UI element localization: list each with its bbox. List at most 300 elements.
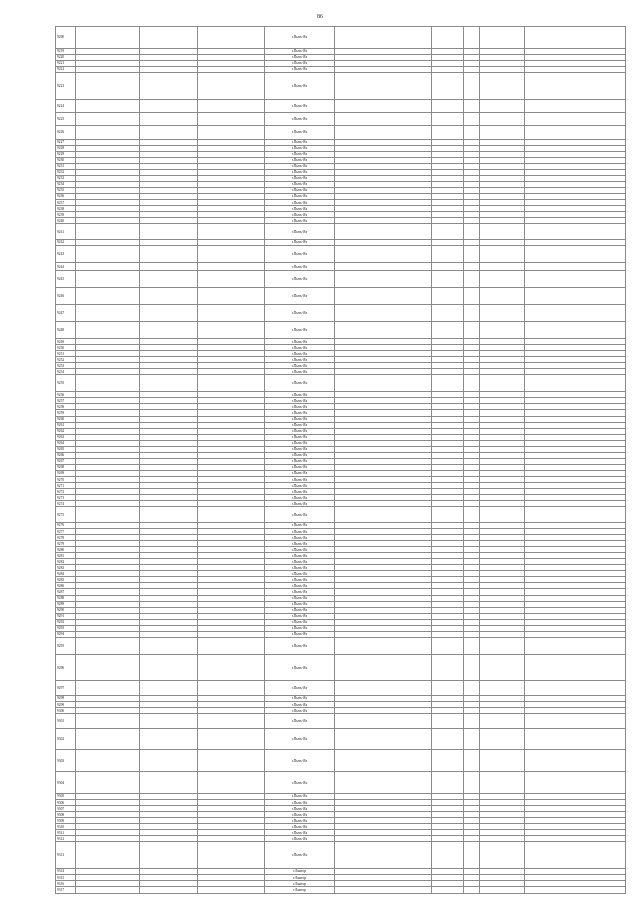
value-4-cell xyxy=(525,654,626,681)
cadastral-number-2-cell xyxy=(140,112,198,125)
value-1-cell xyxy=(432,842,464,869)
cadastral-number-3-cell xyxy=(198,750,265,772)
value-1-cell xyxy=(432,288,464,305)
locality-cell: г.Пыть-Ях xyxy=(265,363,335,369)
locality-cell: г.Пыть-Ях xyxy=(265,193,335,199)
locality-cell: г.Пыть-Ях xyxy=(265,772,335,794)
row-number-cell: 9272 xyxy=(56,489,76,495)
cadastral-number-1-cell xyxy=(76,271,140,288)
cadastral-number-2-cell xyxy=(140,681,198,696)
locality-cell: г.Пыть-Ях xyxy=(265,501,335,507)
row-number-cell: 9219 xyxy=(56,48,76,54)
locality-cell: г.Пыть-Ях xyxy=(265,529,335,535)
locality-cell: г.Пыть-Ях xyxy=(265,322,335,339)
value-3-cell xyxy=(480,224,525,240)
locality-cell: г.Пыть-Ях xyxy=(265,339,335,345)
value-1-cell xyxy=(432,507,464,523)
locality-cell: г.Пыть-Ях xyxy=(265,806,335,812)
value-1-cell xyxy=(432,750,464,772)
cadastral-number-2-cell xyxy=(140,271,198,288)
row-number-cell: 9232 xyxy=(56,169,76,175)
object-name-cell xyxy=(335,262,432,270)
cadastral-number-2-cell xyxy=(140,322,198,339)
locality-cell: г.Пыть-Ях xyxy=(265,434,335,440)
object-name-cell xyxy=(335,305,432,322)
value-1-cell xyxy=(432,728,464,750)
row-number-cell: 9225 xyxy=(56,112,76,125)
row-number-cell: 9254 xyxy=(56,369,76,375)
locality-cell: г.Пыть-Ях xyxy=(265,428,335,434)
locality-cell: г.Пыть-Ях xyxy=(265,452,335,458)
locality-cell: г.Пыть-Ях xyxy=(265,305,335,322)
locality-cell: г.Пыть-Ях xyxy=(265,535,335,541)
row-number-cell: 9259 xyxy=(56,410,76,416)
cadastral-number-3-cell xyxy=(198,887,265,894)
locality-cell: г.Пыть-Ях xyxy=(265,522,335,528)
value-3-cell xyxy=(480,99,525,112)
row-number-cell: 9228 xyxy=(56,145,76,151)
cadastral-number-1-cell xyxy=(76,112,140,125)
value-3-cell xyxy=(480,271,525,288)
table-row xyxy=(56,714,626,729)
row-number-cell: 9250 xyxy=(56,345,76,351)
row-number-cell: 9230 xyxy=(56,157,76,163)
value-1-cell xyxy=(432,72,464,99)
row-number-cell: 9227 xyxy=(56,139,76,145)
object-name-cell xyxy=(335,72,432,99)
locality-cell: г.Пыть-Ях xyxy=(265,836,335,842)
locality-cell: г.Пыть-Ях xyxy=(265,375,335,392)
table-row xyxy=(56,112,626,125)
locality-cell: г.Пыть-Ях xyxy=(265,637,335,654)
row-number-cell: 9291 xyxy=(56,613,76,619)
value-4-cell xyxy=(525,262,626,270)
table-row xyxy=(56,728,626,750)
cadastral-number-1-cell xyxy=(76,262,140,270)
value-3-cell xyxy=(480,27,525,49)
locality-cell: г.Пыть-Ях xyxy=(265,812,335,818)
row-number-cell: 9253 xyxy=(56,363,76,369)
value-3-cell xyxy=(480,245,525,262)
locality-cell: г.Пыть-Ях xyxy=(265,464,335,470)
cadastral-number-2-cell xyxy=(140,126,198,139)
locality-cell: г.Пыть-Ях xyxy=(265,470,335,476)
value-1-cell xyxy=(432,245,464,262)
locality-cell: г.Пыть-Ях xyxy=(265,200,335,206)
locality-cell: г.Пыть-Ях xyxy=(265,446,335,452)
row-number-cell: 9283 xyxy=(56,565,76,571)
object-name-cell xyxy=(335,375,432,392)
object-name-cell xyxy=(335,99,432,112)
row-number-cell: 9290 xyxy=(56,27,76,49)
locality-cell: г.Пыть-Ях xyxy=(265,728,335,750)
locality-cell: г.Пыть-Ях xyxy=(265,416,335,422)
value-2-cell xyxy=(464,288,480,305)
row-number-cell: 9258 xyxy=(56,404,76,410)
locality-cell: г.Пыть-Ях xyxy=(265,577,335,583)
row-number-cell: 9304 xyxy=(56,772,76,794)
locality-cell: г.Пыть-Ях xyxy=(265,793,335,799)
row-number-cell: 9242 xyxy=(56,239,76,245)
row-number-cell: 9238 xyxy=(56,206,76,212)
value-4-cell xyxy=(525,375,626,392)
row-number-cell: 9262 xyxy=(56,428,76,434)
object-name-cell xyxy=(335,224,432,240)
value-1-cell xyxy=(432,27,464,49)
locality-cell: г.Пыть-Ях xyxy=(265,559,335,565)
cadastral-number-1-cell xyxy=(76,728,140,750)
cadastral-number-3-cell xyxy=(198,271,265,288)
locality-cell: г.Лянтор xyxy=(265,874,335,880)
value-1-cell xyxy=(432,637,464,654)
table-row xyxy=(56,305,626,322)
value-2-cell xyxy=(464,654,480,681)
locality-cell: г.Пыть-Ях xyxy=(265,565,335,571)
locality-cell: г.Пыть-Ях xyxy=(265,245,335,262)
object-name-cell xyxy=(335,637,432,654)
row-number-cell: 9300 xyxy=(56,708,76,714)
cadastral-number-3-cell xyxy=(198,654,265,681)
value-4-cell xyxy=(525,27,626,49)
register-table xyxy=(55,26,626,894)
cadastral-number-1-cell xyxy=(76,288,140,305)
value-3-cell xyxy=(480,375,525,392)
row-number-cell: 9224 xyxy=(56,99,76,112)
table-row xyxy=(56,126,626,139)
cadastral-number-3-cell xyxy=(198,681,265,696)
cadastral-number-3-cell xyxy=(198,842,265,869)
row-number-cell: 9297 xyxy=(56,681,76,696)
object-name-cell xyxy=(335,271,432,288)
value-2-cell xyxy=(464,271,480,288)
table-row xyxy=(56,288,626,305)
value-4-cell xyxy=(525,112,626,125)
value-1-cell xyxy=(432,681,464,696)
row-number-cell: 9245 xyxy=(56,271,76,288)
cadastral-number-2-cell xyxy=(140,375,198,392)
row-number-cell: 9226 xyxy=(56,126,76,139)
cadastral-number-1-cell xyxy=(76,375,140,392)
value-3-cell xyxy=(480,887,525,894)
locality-cell: г.Пыть-Ях xyxy=(265,410,335,416)
row-number-cell: 9289 xyxy=(56,601,76,607)
value-3-cell xyxy=(480,126,525,139)
value-4-cell xyxy=(525,750,626,772)
cadastral-number-2-cell xyxy=(140,728,198,750)
value-1-cell xyxy=(432,305,464,322)
row-number-cell: 9269 xyxy=(56,470,76,476)
row-number-cell: 9220 xyxy=(56,54,76,60)
table-row xyxy=(56,27,626,49)
row-number-cell: 9280 xyxy=(56,547,76,553)
locality-cell: г.Пыть-Ях xyxy=(265,157,335,163)
row-number-cell: 9277 xyxy=(56,529,76,535)
table-row xyxy=(56,271,626,288)
value-1-cell xyxy=(432,126,464,139)
cadastral-number-2-cell xyxy=(140,224,198,240)
locality-cell: г.Пыть-Ях xyxy=(265,625,335,631)
register-body xyxy=(56,27,626,894)
locality-cell: г.Пыть-Ях xyxy=(265,181,335,187)
row-number-cell: 9244 xyxy=(56,262,76,270)
locality-cell: г.Пыть-Ях xyxy=(265,422,335,428)
value-1-cell xyxy=(432,772,464,794)
cadastral-number-2-cell xyxy=(140,72,198,99)
cadastral-number-1-cell xyxy=(76,224,140,240)
value-1-cell xyxy=(432,262,464,270)
object-name-cell xyxy=(335,245,432,262)
locality-cell: г.Пыть-Ях xyxy=(265,458,335,464)
row-number-cell: 9308 xyxy=(56,812,76,818)
locality-cell: г.Пыть-Ях xyxy=(265,206,335,212)
value-2-cell xyxy=(464,772,480,794)
locality-cell: г.Пыть-Ях xyxy=(265,495,335,501)
row-number-cell: 9237 xyxy=(56,200,76,206)
page-number: 86 xyxy=(317,14,323,20)
cadastral-number-2-cell xyxy=(140,245,198,262)
object-name-cell xyxy=(335,842,432,869)
value-4-cell xyxy=(525,887,626,894)
cadastral-number-1-cell xyxy=(76,637,140,654)
cadastral-number-3-cell xyxy=(198,305,265,322)
cadastral-number-2-cell xyxy=(140,714,198,729)
locality-cell: г.Пыть-Ях xyxy=(265,708,335,714)
value-1-cell xyxy=(432,112,464,125)
cadastral-number-1-cell xyxy=(76,714,140,729)
row-number-cell: 9229 xyxy=(56,151,76,157)
cadastral-number-1-cell xyxy=(76,27,140,49)
locality-cell: г.Пыть-Ях xyxy=(265,60,335,66)
row-number-cell: 9309 xyxy=(56,818,76,824)
locality-cell: г.Пыть-Ях xyxy=(265,175,335,181)
cadastral-number-2-cell xyxy=(140,27,198,49)
table-row xyxy=(56,842,626,869)
row-number-cell: 9248 xyxy=(56,322,76,339)
row-number-cell: 9233 xyxy=(56,175,76,181)
object-name-cell xyxy=(335,288,432,305)
row-number-cell: 9310 xyxy=(56,824,76,830)
cadastral-number-2-cell xyxy=(140,305,198,322)
row-number-cell: 9301 xyxy=(56,714,76,729)
row-number-cell: 9302 xyxy=(56,728,76,750)
row-number-cell: 9247 xyxy=(56,305,76,322)
cadastral-number-2-cell xyxy=(140,637,198,654)
row-number-cell: 9240 xyxy=(56,218,76,224)
object-name-cell xyxy=(335,507,432,523)
value-1-cell xyxy=(432,224,464,240)
row-number-cell: 9278 xyxy=(56,535,76,541)
locality-cell: г.Лянтор xyxy=(265,887,335,894)
locality-cell: г.Пыть-Ях xyxy=(265,351,335,357)
table-row xyxy=(56,224,626,240)
row-number-cell: 9236 xyxy=(56,193,76,199)
value-3-cell xyxy=(480,728,525,750)
row-number-cell: 9293 xyxy=(56,625,76,631)
row-number-cell: 9260 xyxy=(56,416,76,422)
value-3-cell xyxy=(480,654,525,681)
row-number-cell: 9239 xyxy=(56,212,76,218)
cadastral-number-1-cell xyxy=(76,99,140,112)
row-number-cell: 9257 xyxy=(56,398,76,404)
cadastral-number-3-cell xyxy=(198,99,265,112)
row-number-cell: 9246 xyxy=(56,288,76,305)
value-3-cell xyxy=(480,637,525,654)
row-number-cell: 9235 xyxy=(56,187,76,193)
cadastral-number-3-cell xyxy=(198,288,265,305)
locality-cell: г.Пыть-Ях xyxy=(265,589,335,595)
table-row xyxy=(56,654,626,681)
cadastral-number-2-cell xyxy=(140,887,198,894)
value-4-cell xyxy=(525,322,626,339)
row-number-cell: 9264 xyxy=(56,440,76,446)
value-2-cell xyxy=(464,72,480,99)
cadastral-number-3-cell xyxy=(198,375,265,392)
cadastral-number-1-cell xyxy=(76,305,140,322)
value-3-cell xyxy=(480,681,525,696)
value-2-cell xyxy=(464,375,480,392)
cadastral-number-2-cell xyxy=(140,99,198,112)
object-name-cell xyxy=(335,126,432,139)
locality-cell: г.Пыть-Ях xyxy=(265,239,335,245)
object-name-cell xyxy=(335,654,432,681)
cadastral-number-2-cell xyxy=(140,772,198,794)
value-2-cell xyxy=(464,305,480,322)
locality-cell: г.Пыть-Ях xyxy=(265,507,335,523)
value-2-cell xyxy=(464,27,480,49)
locality-cell: г.Пыть-Ях xyxy=(265,218,335,224)
cadastral-number-3-cell xyxy=(198,322,265,339)
row-number-cell: 9256 xyxy=(56,392,76,398)
cadastral-number-3-cell xyxy=(198,72,265,99)
value-2-cell xyxy=(464,887,480,894)
value-2-cell xyxy=(464,842,480,869)
locality-cell: г.Пыть-Ях xyxy=(265,583,335,589)
row-number-cell: 9275 xyxy=(56,507,76,523)
cadastral-number-1-cell xyxy=(76,322,140,339)
locality-cell: г.Пыть-Ях xyxy=(265,654,335,681)
locality-cell: г.Лянтор xyxy=(265,881,335,887)
cadastral-number-1-cell xyxy=(76,507,140,523)
value-2-cell xyxy=(464,681,480,696)
row-number-cell: 9270 xyxy=(56,477,76,483)
locality-cell: г.Пыть-Ях xyxy=(265,398,335,404)
locality-cell: г.Пыть-Ях xyxy=(265,607,335,613)
row-number-cell: 9281 xyxy=(56,553,76,559)
value-4-cell xyxy=(525,637,626,654)
row-number-cell: 9288 xyxy=(56,595,76,601)
value-2-cell xyxy=(464,99,480,112)
value-2-cell xyxy=(464,245,480,262)
value-2-cell xyxy=(464,637,480,654)
row-number-cell: 9311 xyxy=(56,830,76,836)
row-number-cell: 9292 xyxy=(56,619,76,625)
row-number-cell: 9273 xyxy=(56,495,76,501)
object-name-cell xyxy=(335,728,432,750)
row-number-cell: 9266 xyxy=(56,452,76,458)
value-4-cell xyxy=(525,507,626,523)
row-number-cell: 9251 xyxy=(56,351,76,357)
row-number-cell: 9279 xyxy=(56,541,76,547)
value-1-cell xyxy=(432,99,464,112)
locality-cell: г.Пыть-Ях xyxy=(265,99,335,112)
table-row xyxy=(56,245,626,262)
locality-cell: г.Пыть-Ях xyxy=(265,547,335,553)
value-2-cell xyxy=(464,112,480,125)
locality-cell: г.Пыть-Ях xyxy=(265,262,335,270)
row-number-cell: 9231 xyxy=(56,163,76,169)
cadastral-number-3-cell xyxy=(198,507,265,523)
row-number-cell: 9317 xyxy=(56,887,76,894)
table-row xyxy=(56,322,626,339)
value-4-cell xyxy=(525,245,626,262)
object-name-cell xyxy=(335,681,432,696)
value-4-cell xyxy=(525,772,626,794)
row-number-cell: 9313 xyxy=(56,842,76,869)
cadastral-number-3-cell xyxy=(198,637,265,654)
locality-cell: г.Пыть-Ях xyxy=(265,224,335,240)
value-4-cell xyxy=(525,271,626,288)
value-3-cell xyxy=(480,842,525,869)
value-2-cell xyxy=(464,750,480,772)
locality-cell: г.Пыть-Ях xyxy=(265,631,335,637)
locality-cell: г.Пыть-Ях xyxy=(265,345,335,351)
row-number-cell: 9305 xyxy=(56,793,76,799)
locality-cell: г.Пыть-Ях xyxy=(265,799,335,805)
table-row xyxy=(56,681,626,696)
cadastral-number-3-cell xyxy=(198,728,265,750)
object-name-cell xyxy=(335,887,432,894)
row-number-cell: 9243 xyxy=(56,245,76,262)
cadastral-number-1-cell xyxy=(76,126,140,139)
row-number-cell: 9221 xyxy=(56,60,76,66)
value-3-cell xyxy=(480,322,525,339)
value-3-cell xyxy=(480,72,525,99)
value-4-cell xyxy=(525,728,626,750)
row-number-cell: 9282 xyxy=(56,559,76,565)
value-1-cell xyxy=(432,375,464,392)
row-number-cell: 9265 xyxy=(56,446,76,452)
cadastral-number-3-cell xyxy=(198,714,265,729)
row-number-cell: 9274 xyxy=(56,501,76,507)
cadastral-number-3-cell xyxy=(198,224,265,240)
locality-cell: г.Пыть-Ях xyxy=(265,701,335,707)
value-2-cell xyxy=(464,728,480,750)
table-row xyxy=(56,507,626,523)
object-name-cell xyxy=(335,322,432,339)
cadastral-number-2-cell xyxy=(140,842,198,869)
row-number-cell: 9307 xyxy=(56,806,76,812)
row-number-cell: 9241 xyxy=(56,224,76,240)
cadastral-number-1-cell xyxy=(76,681,140,696)
locality-cell: г.Пыть-Ях xyxy=(265,27,335,49)
value-2-cell xyxy=(464,224,480,240)
value-4-cell xyxy=(525,681,626,696)
cadastral-number-3-cell xyxy=(198,126,265,139)
row-number-cell: 9267 xyxy=(56,458,76,464)
cadastral-number-3-cell xyxy=(198,245,265,262)
row-number-cell: 9268 xyxy=(56,464,76,470)
cadastral-number-3-cell xyxy=(198,262,265,270)
table-row xyxy=(56,637,626,654)
cadastral-number-3-cell xyxy=(198,772,265,794)
row-number-cell: 9261 xyxy=(56,422,76,428)
cadastral-number-2-cell xyxy=(140,750,198,772)
table-row xyxy=(56,262,626,270)
value-1-cell xyxy=(432,714,464,729)
locality-cell: г.Пыть-Ях xyxy=(265,112,335,125)
value-4-cell xyxy=(525,288,626,305)
locality-cell: г.Пыть-Ях xyxy=(265,54,335,60)
